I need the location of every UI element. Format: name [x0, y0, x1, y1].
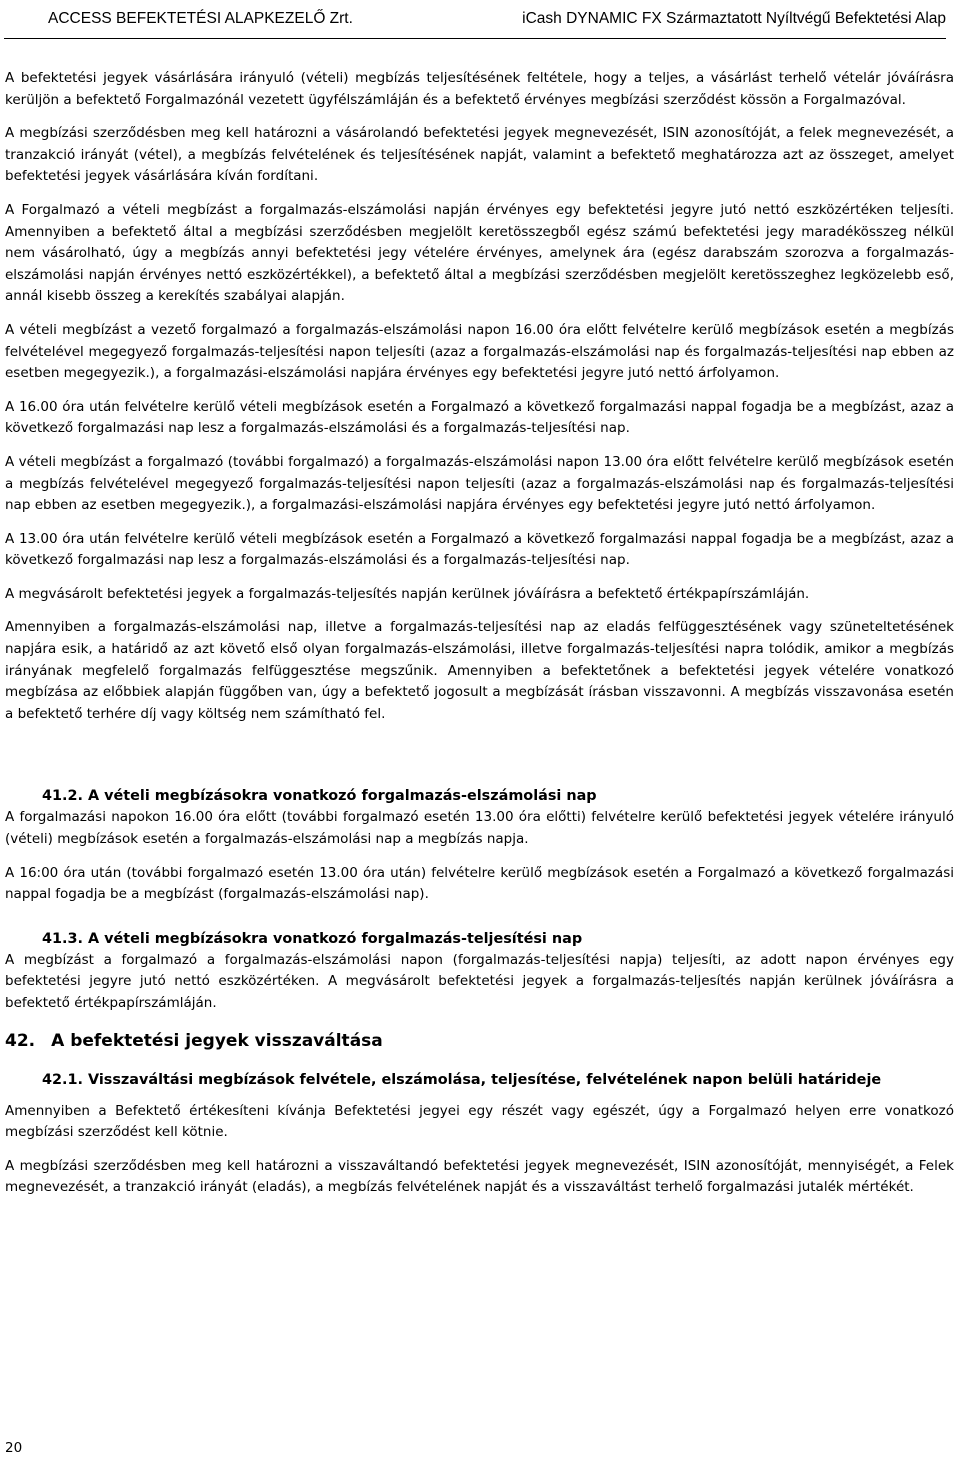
- paragraph: A forgalmazási napokon 16.00 óra előtt (további forgalmazó esetén 13.00 óra előtti) felvételre kerülő befektetési jegyek vételére irányuló (vételi) megbízások esetén a forgalmazás-elszámolási nap a megbízás napja.: [5, 809, 954, 848]
- document-body: [5, 68, 954, 1211]
- section-heading-41-2: [5, 785, 954, 807]
- paragraph: A megbízási szerződésben meg kell határozni a visszaváltandó befektetési jegyek megnevezését, ISIN azonosítóját, mennyiségét, a Felek megnevezését, a tranzakció irányát (eladás), a megbízás felvételének napját és a visszaváltást terhelő forgalmazási jutalék mértékét.: [5, 1157, 954, 1196]
- section-number: 42.1.: [42, 1071, 83, 1088]
- section-title: A befektetési jegyek visszaváltása: [51, 1030, 383, 1051]
- paragraph: A megbízást a forgalmazó a forgalmazás-elszámolási napon (forgalmazás-teljesítési napja) teljesíti, az adott napon érvényes egy befektetési jegyre jutó nettó eszközértéken. A megvásárolt befektetési jegyek a forgalmazás-teljesítés napján kerülnek jóváírásra a befektető értékpapírszámláján.: [5, 951, 954, 1011]
- section-number: 41.3.: [42, 930, 83, 947]
- paragraph: A Forgalmazó a vételi megbízást a forgalmazás-elszámolási napján érvényes egy befektetési jegyre jutó nettó eszközértéken teljesíti. Amennyiben a befektető által a megbízási szerződésben megjelölt keretösszegből egész számú befektetési jegy maradékösszeg nélkül nem vásárolható, úgy a megbízás annyi befektetési jegy vételére érvényes, amelynek ára (egész darabszám szorozva a forgalmazás-elszámolási napján érvényes nettó eszközértékkel), a befektető által a megbízási szerződésben megjelölt keretösszeghez legközelebb eső, annál kisebb összeg a kerekítés szabályai alapján.: [5, 201, 954, 305]
- section-title: Visszaváltási megbízások felvétele, elszámolása, teljesítése, felvételének napon belüli határideje: [87, 1071, 882, 1088]
- section-heading-42: [5, 1029, 954, 1053]
- section-heading-41-3: [5, 928, 954, 950]
- section-number: 42.: [5, 1030, 36, 1051]
- paragraph: A vételi megbízást a forgalmazó (további forgalmazó) a forgalmazás-elszámolási napon 13.00 óra előtt felvételre kerülő megbízások esetén a megbízás felvételével megegyező forgalmazás-teljesítési napon teljesíti (azaz a forgalmazás-elszámolási nap és forgalmazás-teljesítési nap ebben az esetben megegyezik.), a forgalmazási-elszámolási napjára érvényes egy befektetési jegyre jutó nettó árfolyamon.: [5, 453, 954, 514]
- paragraph: A megvásárolt befektetési jegyek a forgalmazás-teljesítés napján kerülnek jóváírásra a befektető értékpapírszámláján.: [5, 585, 810, 602]
- page-number: 20: [5, 1440, 23, 1456]
- paragraph: Amennyiben a Befektető értékesíteni kívánja Befektetési jegyei egy részét vagy egészét, úgy a Forgalmazó helyen erre vonatkozó megbízási szerződést kell kötnie.: [5, 1102, 954, 1141]
- section-title: A vételi megbízásokra vonatkozó forgalmazás-teljesítési nap: [87, 930, 583, 947]
- section-title: A vételi megbízásokra vonatkozó forgalmazás-elszámolási nap: [87, 788, 597, 805]
- paragraph: A 16:00 óra után (további forgalmazó esetén 13.00 óra után) felvételre kerülő megbízások esetén a Forgalmazó a következő forgalmazási nappal fogadja be a megbízást (forgalmazás-elszámolási nap).: [5, 864, 954, 903]
- paragraph: A 16.00 óra után felvételre kerülő vételi megbízások esetén a Forgalmazó a következő forgalmazási nappal fogadja be a megbízást, azaz a következő forgalmazási nap lesz a forgalmazás-elszámolási és a forgalmazás-teljesítési nap.: [5, 398, 954, 437]
- paragraph: A befektetési jegyek vásárlására irányuló (vételi) megbízás teljesítésének feltétele, hogy a teljes, a vásárlást terhelő vételár jóváírásra kerüljön a befektető Forgalmazónál vezetett ügyfélszámláján és a befektető érvényes megbízási szerződést kössön a Forgalmazóval.: [5, 70, 954, 108]
- paragraph: A vételi megbízást a vezető forgalmazó a forgalmazás-elszámolási napon 16.00 óra előtt felvételre kerülő megbízások esetén a megbízás felvételével megegyező forgalmazás-teljesítési napon teljesíti (azaz a forgalmazás-elszámolási nap és forgalmazás-teljesítési nap ebben az esetben megegyezik.), a forgalmazási-elszámolási napjára érvényes egy befektetési jegyre jutó nettó árfolyamon.: [5, 321, 954, 382]
- section-number: 41.2.: [42, 788, 83, 805]
- header-divider: [4, 38, 946, 39]
- header-company: ACCESS BEFEKTETÉSI ALAPKEZELŐ Zrt.: [48, 10, 353, 27]
- section-heading-42-1: [5, 1069, 954, 1091]
- header-fund-name: iCash DYNAMIC FX Származtatott Nyíltvégű Befektetési Alap: [522, 10, 946, 27]
- paragraph: Amennyiben a forgalmazás-elszámolási nap, illetve a forgalmazás-teljesítési nap az eladás felfüggesztésének vagy szüneteltetésének napjára esik, a határidő az azt követő első olyan forgalmazás-elszámolási, illetve forgalmazás-teljesítési napra tolódik, amikor a megbízás irányának megfelelő forgalmazás felfüggesztése megszűnik. Amennyiben a befektetőnek a befektetési jegyek vételére vonatkozó megbízása az előbbiek alapján függőben van, úgy a befektető jogosult a megbízását írásban visszavonni. A megbízás visszavonása esetén a befektető terhére díj vagy költség nem számítható fel.: [5, 619, 954, 722]
- paragraph: A megbízási szerződésben meg kell határozni a vásárolandó befektetési jegyek megnevezését, ISIN azonosítóját, a felek megnevezését, a tranzakció irányát (vétel), a megbízás felvételének és teljesítésének napját, valamint a befektető meghatározza azt az összeget, amelyet befektetési jegyek vásárlására kíván fordítani.: [5, 125, 954, 185]
- paragraph: A 13.00 óra után felvételre kerülő vételi megbízások esetén a Forgalmazó a következő forgalmazási nappal fogadja be a megbízást, azaz a következő forgalmazási nap lesz a forgalmazás-elszámolási és a forgalmazás-teljesítési nap.: [5, 530, 954, 569]
- page-header: [48, 4, 946, 34]
